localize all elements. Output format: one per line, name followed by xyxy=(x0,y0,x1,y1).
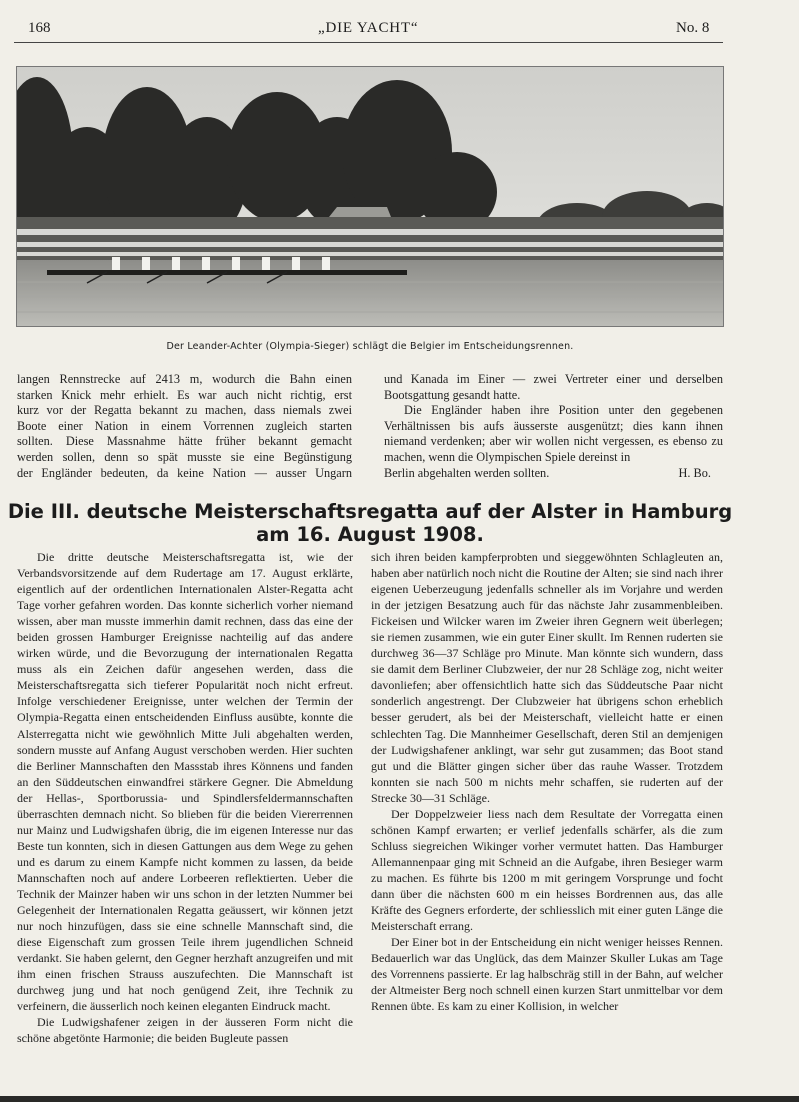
article-right-column xyxy=(371,549,723,1014)
upper-left-column xyxy=(17,372,352,481)
paragraph: Der Einer bot in der Entscheidung ein nicht weniger heisses Rennen. Bedauerlich war das Unglück, das dem Mainzer Skuller Lukas am Tage des Vorrennens passierte. Er lag halbschräg still in der Bahn, auf welcher der Altmeister Berg noch schnell einen kurzen Start unmittelbar vor dem Rennen übte. Es kam zu einer Kollision, in welcher xyxy=(371,935,723,1014)
header-rule xyxy=(14,42,723,43)
article-title-line-2: am 16. August 1908. xyxy=(256,523,484,546)
paragraph: Die Engländer haben ihre Position unter den gegebenen Verhältnissen bis aufs äusserste ausgenützt; dies kann ihnen niemand verdenken; aber wir wollen nicht vergessen, es ebenso zu machen, wenn die Olympischen Spiele dereinst in xyxy=(384,403,723,464)
rowing-photograph-image xyxy=(17,67,723,326)
author-signature: H. Bo. xyxy=(678,465,711,480)
article-title-line-1: Die III. deutsche Meisterschaftsregatta auf der Alster in Hamburg xyxy=(7,500,733,523)
closing-line xyxy=(384,466,723,482)
text-line: kurz vor der Regatta bekannt zu machen, dass niemals zwei xyxy=(17,403,352,418)
paragraph: und Kanada im Einer — zwei Vertreter einer und derselben Bootsgattung gesandt hatte. xyxy=(384,372,723,402)
paragraph-end: Berlin abgehalten werden sollten. xyxy=(384,465,550,480)
text-line: langen Rennstrecke auf 2413 m, wodurch die Bahn einen xyxy=(17,372,352,386)
paragraph: Der Doppelzweier liess nach dem Resultate der Vorregatta einen schönen Kampf erwarten; er verlief jedenfalls schärfer, als die zum Schluss siegreichen Wikinger vorher vermutet hatten. Das Hamburger Allemannenpaar ging mit Schneid an die Aufgabe, ihren Besieger warm zu machen. Es führte bis 1200 m mit geringem Vorsprunge und focht dann über die nächsten 600 m ein heisses Bordrennen aus, das alle Kräfte des Gegners erforderte, der schliesslich mit einer guten Länge die Meisterschaft errang. xyxy=(371,806,723,934)
page-number: 168 xyxy=(28,20,51,36)
article-left-column xyxy=(17,549,353,1046)
upper-right-column xyxy=(384,372,723,481)
issue-number: No. 8 xyxy=(676,20,710,36)
text-line: Boote einer Nation in einem Vorrennen zugleich starten xyxy=(17,418,352,433)
text-line: der Engländer bedeuten, da keine Nation — ausser Ungarn xyxy=(17,465,352,480)
text-line: sollten. Diese Massnahme hätte früher bekannt gemacht xyxy=(17,434,352,449)
text-line: werden sollen, denn so spät musste sie eine Begünstigung xyxy=(17,449,352,464)
paragraph: Die dritte deutsche Meisterschaftsregatta ist, wie der Verbandsvorsitzende auf dem Rudertage am 17. August erklärte, eigentlich auf der ordentlichen Internationalen Alster-Regatta acht Tage vorher gefahren worden. Das konnte sicherlich vorher niemand wissen, aber man musste immerhin damit rechnen, dass das eine der beiden grossen Hamburger Ereignisse nachteilig auf das andere wirken würde, und die Bevorzugung der internationalen Regatta muss als ein Zeichen dafür angesehen werden, dass die Meisterschaftsregatta sich tieferer Popularität noch nicht erfreut. Infolge verschiedener Ereignisse, unter welchen der Termin der Olympia-Regatta einen entscheidenden Einfluss ausübte, konnte die Alsterregatta nicht wie gewöhnlich Mitte Juli abgehalten werden, sondern musste auf Anfang August verschoben werden. Hier suchten die Berliner Mannschaften den Massstab ihres Könnens und fanden an den Süddeutschen einwandfrei stärkere Gegner. Die Abmeldung der Hellas-, Sportborussia- und Spindlersfeldermannschaften überraschten demnach nicht. So blieben für die beiden Viererrennen nur Mainz und Ludwigshafen übrig, die im eigenen Interesse nur das Beste tun konnten, sich in diesen Gattungen aus dem Wege zu gehen und es darum zu einem Kampfe nicht kommen zu lassen, da beide Mannschaften noch auf andere Lorbeeren reflektierten. Ueber die Technik der Mainzer haben wir uns schon in der letzten Nummer bei Gelegenheit der Internationalen Regatta geäussert, wir können jetzt nur noch hinzufügen, dass sie eine schnelle Mannschaft sind, die diese Eigenschaft zum grossen Teile ihrem jugendlichen Schneid verdankt. Sie haben gelernt, den Gegner herzhaft anzugreifen und mit ihm einen frischen Strauss auszufechten. Die Mannschaft ist durchweg jung und hat noch genügend Zeit, ihre Technik zu verfeinern, die äusserlich noch keinen eleganten Eindruck macht. xyxy=(17,550,353,1014)
bottom-edge xyxy=(0,1096,799,1102)
text-line: starken Knick mehr erhielt. Es war auch nicht richtig, erst xyxy=(17,387,352,402)
rowing-photograph xyxy=(16,66,724,327)
paragraph: sich ihren beiden kampferprobten und sieggewöhnten Schlagleuten an, haben aber natürlich noch nicht die Routine der Alten; sie sind nach ihrer eigenen Ueberzeugung jedenfalls schneller als im Vorjahre und werden in der jetzigen Besatzung auch für das nächste Jahr zusammenbleiben. Fickeisen und Wilcker waren im Zweier ihren Gegnern weit überlegen; sie riemen zusammen, wie ein guter Einer skullt. Im Rennen ruderten sie durchweg 36—37 Schläge pro Minute. Man könnte sich wundern, dass sie damit dem Berliner Clubzweier, der nur 28 Schläge zog, nicht weiter davonliefen; aber offensichtlich hatte sich das Süddeutsche Paar nicht sonderlich angestrengt. Der Clubzweier hat übrigens schon erheblich besser gerudert, als bei der Meisterschaft, vielleicht hatte er einen schlechten Tag. Die Mannheimer Gesellschaft, deren Stil an demjenigen der Ludwigshafener anklingt, war sehr gut zusammen; das Boot stand gut und die Blätter gingen sicher über das rauhe Wasser. Trotzdem konnten sie nach 500 m nichts mehr schaffen, sie ruderten auf der Strecke 30—31 Schläge. xyxy=(371,550,723,805)
article-title xyxy=(0,500,740,546)
running-title: „DIE YACHT“ xyxy=(318,20,419,36)
paragraph: Die Ludwigshafener zeigen in der äusseren Form nicht die schöne abgetönte Harmonie; die beiden Bugleute passen xyxy=(17,1015,353,1046)
figure-caption: Der Leander-Achter (Olympia-Sieger) schlägt die Belgier im Entscheidungsrennen. xyxy=(166,341,574,352)
